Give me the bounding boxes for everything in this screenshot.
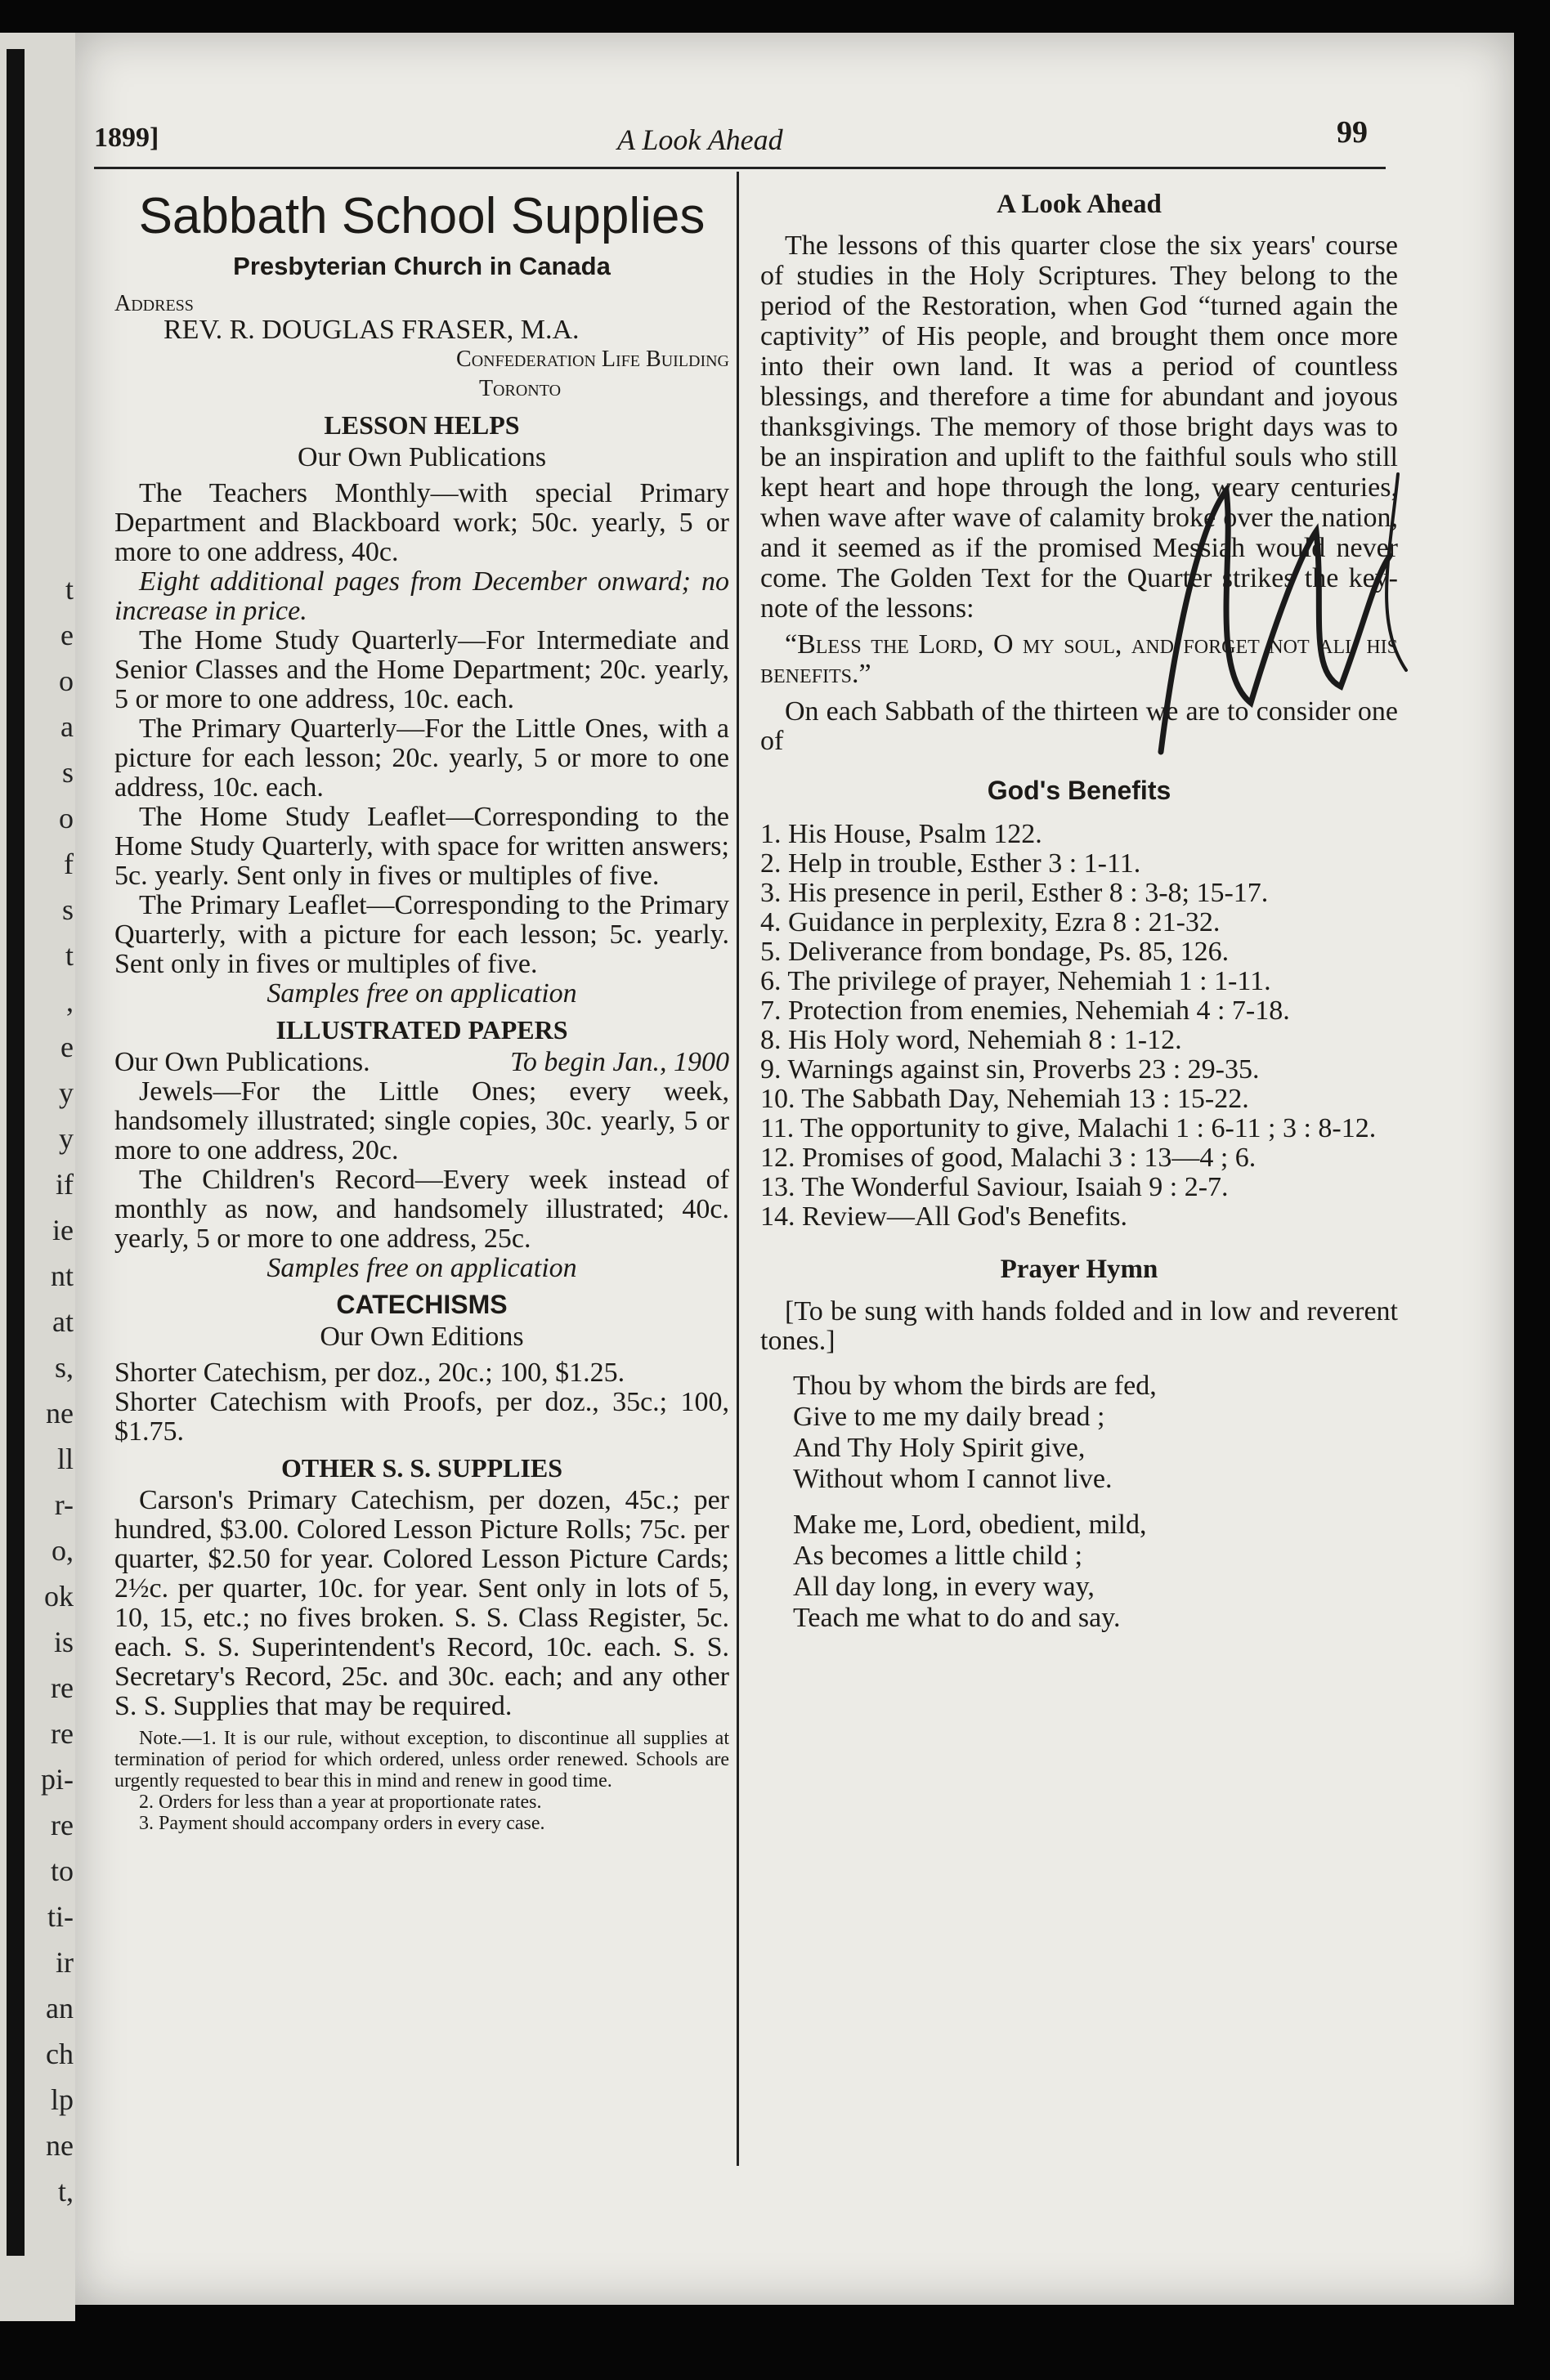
edge-fragment: re	[51, 1809, 74, 1841]
childrens-record-entry: The Children's Record—Every week instead of monthly as now, and handsomely illustrated; 40c. yearly, 5 or more to one address, 25c.	[114, 1165, 729, 1254]
note-3: 3. Payment should accompany orders in every case.	[139, 1813, 545, 1834]
benefit-item: 11. The opportunity to give, Malachi 1 : 6-11 ; 3 : 8-12.	[760, 1113, 1377, 1143]
benefit-item: 12. Promises of good, Malachi 3 : 13—4 ; 6.	[760, 1143, 1257, 1173]
hymn-heading: Prayer Hymn	[1000, 1255, 1158, 1284]
own-publications-label: Our Own Publications.	[114, 1047, 370, 1077]
edge-fragment: an	[46, 1992, 74, 2024]
benefit-item: 7. Protection from enemies, Nehemiah 4 : 7-18.	[760, 995, 1290, 1026]
edge-fragment: e	[60, 1031, 74, 1063]
edge-fragment: y	[59, 1076, 74, 1109]
address-label: Address	[114, 291, 194, 316]
hymn-line: Without whom I cannot live.	[793, 1464, 1113, 1494]
benefit-item: 6. The privilege of prayer, Nehemiah 1 : 1-11.	[760, 966, 1271, 996]
article-intro: The lessons of this quarter close the six years' course of studies in the Holy Scriptures. They belong to the period of the Restoration, when God “turned again the captivity” of His people, and brought them once more into their own land. It was a period of countless blessings, and therefore a time for abundant and joyous thanksgivings. The memory of those bright days was to be an inspiration and uplift to the faithful souls who still kept heart and hope through the long, weary centuries, when wave after wave of calamity broke over the nation, and it seemed as if the promised Messiah would never come. The Golden Text for the Quarter strikes the key-note of the lessons:	[760, 230, 1398, 624]
edge-fragment: ,	[66, 985, 74, 1018]
hymn-stanza-2	[793, 1510, 1398, 1634]
edge-fragment: ll	[56, 1443, 74, 1475]
edge-fragment: f	[64, 848, 74, 880]
edge-fragment: s	[61, 893, 74, 926]
address-name: REV. R. DOUGLAS FRASER, M.A.	[164, 315, 580, 345]
hymn-line: Give to me my daily bread ;	[793, 1402, 1105, 1432]
hymn-line: Teach me what to do and say.	[793, 1603, 1121, 1633]
home-study-leaflet-entry: The Home Study Leaflet—Corresponding to the Home Study Quarterly, with space for written answers; 5c. yearly. Sent only in fives or multiples of five.	[114, 802, 729, 891]
benefit-item: 13. The Wonderful Saviour, Isaiah 9 : 2-7.	[760, 1172, 1229, 1202]
benefit-item: 14. Review—All God's Benefits.	[760, 1201, 1128, 1232]
edge-fragment: s,	[54, 1351, 74, 1384]
pencil-scribble	[1128, 458, 1422, 768]
header-rule	[94, 167, 1386, 169]
own-editions-subheading: Our Own Editions	[320, 1322, 524, 1352]
edge-fragment: t	[65, 939, 74, 972]
edge-fragment: y	[59, 1122, 74, 1155]
hymn-line: As becomes a little child ;	[793, 1541, 1083, 1571]
other-supplies-text: Carson's Primary Catechism, per dozen, 45c.; per hundred, $3.00. Colored Lesson Picture Rolls; 75c. per quarter, $2.50 for year. Colored Lesson Picture Cards; 2½c. per quarter, 10c. for year. Sent only in lots of 5, 10, 15, etc.; no fives broken. S. S. Class Register, 5c. each. S. S. Superintendent's Record, 10c. each. S. S. Secretary's Record, 25c. and 30c. each; and any other S. S. Supplies that may be required.	[114, 1485, 729, 1721]
header-running-title: A Look Ahead	[617, 123, 783, 156]
edge-fragment: t,	[57, 2175, 74, 2208]
edge-fragment: ie	[52, 1214, 74, 1246]
edge-fragment: nt	[50, 1259, 74, 1292]
other-supplies-heading: OTHER S. S. SUPPLIES	[280, 1453, 563, 1483]
edge-fragment: to	[50, 1854, 74, 1887]
edge-fragment: s	[61, 756, 74, 789]
supplies-subtitle: Presbyterian Church in Canada	[233, 252, 611, 280]
supplies-title: Sabbath School Supplies	[138, 188, 706, 244]
golden-text: “Bless the Lord, O my soul, and forget not all his benefits.”	[760, 629, 1398, 689]
left-column	[114, 188, 729, 2182]
benefit-item: 5. Deliverance from bondage, Ps. 85, 126.	[760, 937, 1230, 967]
hymn-line: And Thy Holy Spirit give,	[793, 1433, 1086, 1463]
sabbath-line: On each Sabbath of the thirteen we are to consider one of	[760, 696, 1398, 756]
hymn-line: Thou by whom the birds are fed,	[793, 1371, 1157, 1401]
edge-fragment: at	[52, 1305, 74, 1338]
samples-note-1: Samples free on application	[267, 978, 577, 1009]
edge-fragment: is	[53, 1626, 74, 1658]
shorter-catechism-entry: Shorter Catechism, per doz., 20c.; 100, $1.25.	[114, 1358, 625, 1388]
benefit-item: 10. The Sabbath Day, Nehemiah 13 : 15-22.	[760, 1084, 1249, 1114]
benefit-item: 9. Warnings against sin, Proverbs 23 : 29-35.	[760, 1054, 1260, 1085]
page-number: 99	[1337, 115, 1368, 150]
eight-pages-note: Eight additional pages from December onward; no increase in price.	[114, 566, 729, 626]
shorter-catechism-proofs-entry: Shorter Catechism with Proofs, per doz., 35c.; 100, $1.75.	[114, 1387, 729, 1447]
benefit-item: 1. His House, Psalm 122.	[760, 819, 1042, 849]
address-city: Toronto	[478, 376, 562, 401]
running-header	[94, 114, 1369, 163]
column-rule	[737, 172, 739, 2166]
note-2: 2. Orders for less than a year at proportionate rates.	[139, 1792, 542, 1813]
edge-fragment: e	[60, 619, 74, 651]
edge-fragment: o	[59, 802, 74, 834]
edge-fragment: ti-	[47, 1900, 74, 1933]
primary-quarterly-entry: The Primary Quarterly—For the Little Ones, with a picture for each lesson; 20c. yearly, 5 or more to one address, 10c. each.	[114, 714, 729, 803]
hymn-line: All day long, in every way,	[793, 1572, 1095, 1602]
own-publications-subheading: Our Own Publications	[297, 442, 547, 472]
edge-fragment: re	[51, 1717, 74, 1750]
benefit-item: 8. His Holy word, Nehemiah 8 : 1-12.	[760, 1025, 1182, 1055]
benefit-item: 3. His presence in peril, Esther 8 : 3-8; 15-17.	[760, 878, 1269, 908]
begin-date-note: To begin Jan., 1900	[510, 1047, 729, 1077]
edge-fragment: re	[51, 1671, 74, 1704]
catechisms-heading: CATECHISMS	[336, 1290, 508, 1319]
home-study-quarterly-entry: The Home Study Quarterly—For Intermediate and Senior Classes and the Home Department; 20c. yearly, 5 or more to one address, 10c. each.	[114, 625, 729, 714]
primary-leaflet-entry: The Primary Leaflet—Corresponding to the Primary Quarterly, with a picture for each lesson; 5c. yearly. Sent only in fives or multiples of five.	[114, 890, 729, 979]
edge-fragment: pi-	[41, 1763, 74, 1796]
edge-fragment: ne	[46, 2129, 74, 2162]
article-title: A Look Ahead	[997, 190, 1162, 219]
edge-fragment: if	[56, 1168, 74, 1201]
benefit-item: 2. Help in trouble, Esther 3 : 1-11.	[760, 848, 1141, 879]
benefits-heading: God's Benefits	[987, 776, 1171, 805]
edge-fragment: lp	[50, 2083, 74, 2116]
jewels-entry: Jewels—For the Little Ones; every week, handsomely illustrated; single copies, 30c. yearly, 5 or more to one address, 20c.	[114, 1076, 729, 1165]
hymn-line: Make me, Lord, obedient, mild,	[793, 1510, 1147, 1540]
edge-fragment: o	[59, 664, 74, 697]
edge-fragment: o,	[52, 1534, 74, 1567]
edge-fragment: ir	[56, 1946, 74, 1979]
illustrated-papers-heading: ILLUSTRATED PAPERS	[276, 1015, 568, 1045]
edge-fragment: ok	[44, 1580, 74, 1613]
samples-note-2: Samples free on application	[267, 1253, 577, 1283]
benefit-item: 4. Guidance in perplexity, Ezra 8 : 21-32.	[760, 907, 1221, 937]
hymn-note: [To be sung with hands folded and in low and reverent tones.]	[760, 1296, 1398, 1356]
lesson-helps-heading: LESSON HELPS	[324, 410, 520, 440]
address-building: Confederation Life Building	[456, 347, 729, 372]
edge-fragment: ch	[46, 2038, 74, 2070]
benefits-list	[760, 820, 1398, 1232]
header-year: 1899]	[94, 123, 159, 153]
edge-fragment: a	[60, 710, 74, 743]
edge-fragment: t	[65, 573, 74, 606]
hymn-stanza-1	[793, 1371, 1398, 1495]
note-1: Note.—1. It is our rule, without exception, to discontinue all supplies at termination of period for which ordered, unless order renewed. Schools are urgently requested to bear this in mind and renew in good time.	[114, 1728, 729, 1792]
teachers-monthly-entry: The Teachers Monthly—with special Primary Department and Blackboard work; 50c. yearly, 5 or more to one address, 40c.	[114, 478, 729, 567]
edge-fragment: r-	[54, 1488, 74, 1521]
edge-fragment: ne	[46, 1397, 74, 1429]
